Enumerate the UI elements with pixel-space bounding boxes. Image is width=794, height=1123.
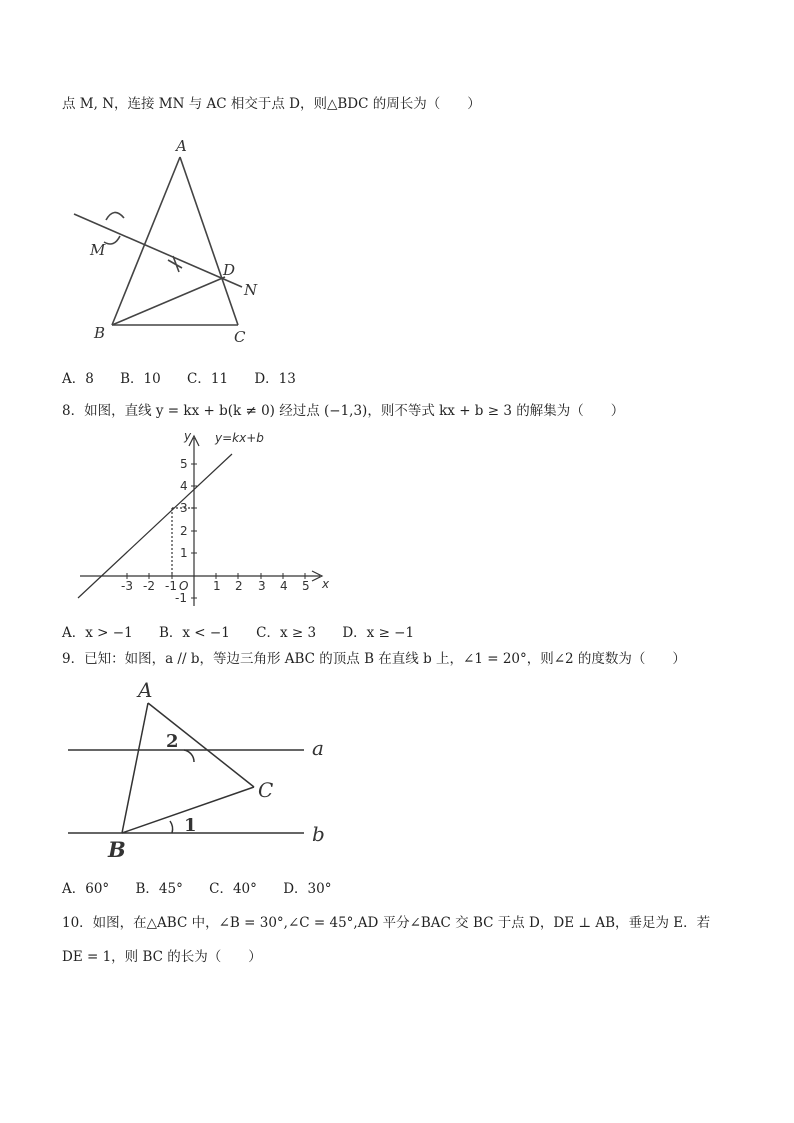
q7-options <box>62 367 318 387</box>
q7-label-N: N <box>244 281 258 299</box>
q7-label-M: M <box>90 241 106 259</box>
q7-label-D: D <box>223 261 236 279</box>
q8-x-tick: 4 <box>280 579 288 593</box>
q8-x-tick: -2 <box>143 579 155 593</box>
q9-label-a: a <box>312 736 324 760</box>
q10-stem-line1: 10．如图，在△ABC 中，∠B = 30°,∠C = 45°,AD 平分∠BAC 交 BC 于点 D，DE ⊥ AB，垂足为 E．若 <box>62 915 711 931</box>
q8-option-b: B．x < −1 <box>158 625 230 641</box>
q8-options <box>62 621 436 641</box>
q8-y-tick: 4 <box>180 479 188 493</box>
q8-x-tick: 5 <box>302 579 310 593</box>
q7-option-b: B．10 <box>120 371 161 387</box>
q8-option-c: C．x ≥ 3 <box>256 625 317 641</box>
q8-option-a: A．x > −1 <box>62 625 133 641</box>
q9-label-C: C <box>258 778 274 802</box>
q8-x-tick: 2 <box>235 579 243 593</box>
q9-stem: 9．已知：如图，a // b，等边三角形 ABC 的顶点 B 在直线 b 上，∠1 = 20°，则∠2 的度数为（ ） <box>62 651 686 667</box>
q9-option-b: B．45° <box>135 881 183 897</box>
q8-option-d: D．x ≥ −1 <box>342 625 415 641</box>
q8-x-tick: -1 <box>165 579 177 593</box>
q7-label-B: B <box>94 324 106 342</box>
q9-option-d: D．30° <box>283 881 332 897</box>
q8-stem: 8．如图，直线 y = kx + b(k ≠ 0) 经过点 (−1,3)，则不等式 kx + b ≥ 3 的解集为（ ） <box>62 403 625 419</box>
q8-y-tick: 5 <box>180 457 188 471</box>
q8-y-tick: 2 <box>180 524 188 538</box>
q7-option-a: A．8 <box>62 371 94 387</box>
q8-x-axis-label: x <box>322 577 330 591</box>
q9-label-A: A <box>138 678 153 702</box>
q7-option-c: C．11 <box>187 371 229 387</box>
q8-y-tick: 3 <box>180 501 188 515</box>
q10-stem-line2: DE = 1，则 BC 的长为（ ） <box>62 949 262 965</box>
q8-x-tick: 1 <box>213 579 221 593</box>
q9-option-a: A．60° <box>62 881 110 897</box>
q9-figure <box>62 675 342 865</box>
q9-label-b: b <box>312 822 325 846</box>
q8-y-tick: 1 <box>180 546 188 560</box>
q9-label-B: B <box>108 837 126 862</box>
q8-y-axis-label: y <box>184 429 192 443</box>
q9-label-angle2: 2 <box>166 731 179 752</box>
q8-y-tick: -1 <box>175 591 187 605</box>
q7-figure <box>60 132 300 347</box>
q9-options <box>62 877 353 897</box>
q8-x-tick: 3 <box>258 579 266 593</box>
q7-option-d: D．13 <box>254 371 296 387</box>
q7-label-A: A <box>176 137 187 155</box>
q7-label-C: C <box>234 328 246 346</box>
q9-option-c: C．40° <box>209 881 257 897</box>
q9-label-angle1: 1 <box>184 815 197 836</box>
q7-stem: 点 M, N，连接 MN 与 AC 相交于点 D，则△BDC 的周长为（ ） <box>62 96 481 112</box>
q8-line-label: y=kx+b <box>215 431 264 445</box>
q8-origin-label: O <box>179 579 189 593</box>
q8-graph <box>72 428 342 618</box>
q8-x-tick: -3 <box>121 579 133 593</box>
